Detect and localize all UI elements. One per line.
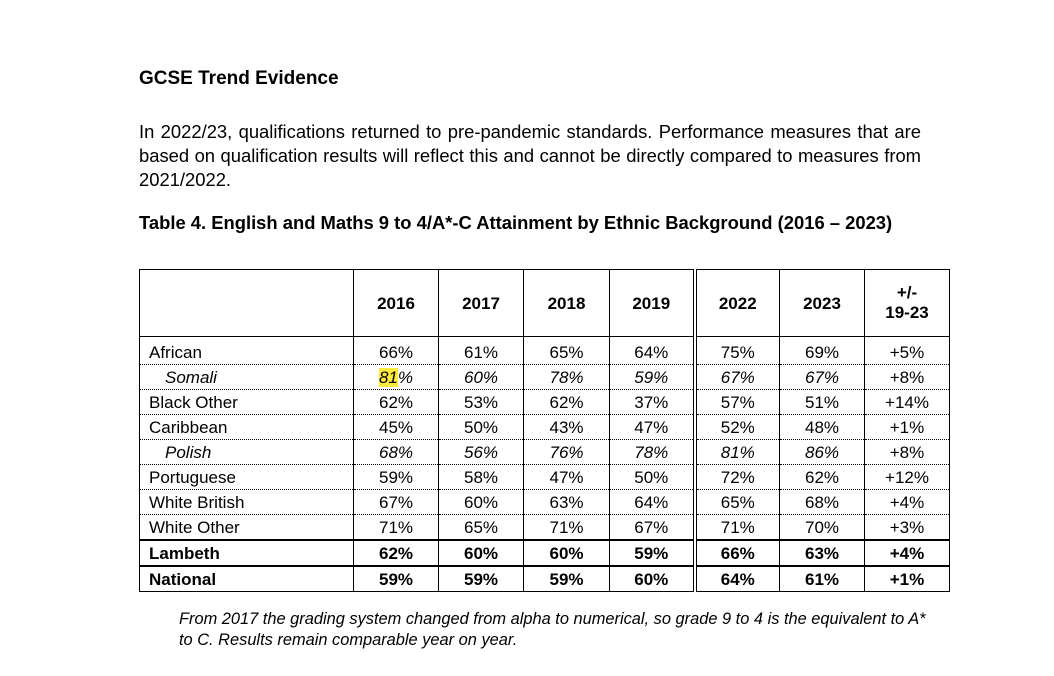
cell-2023: 51%: [780, 390, 865, 415]
cell-2019: 59%: [610, 540, 695, 566]
header-2016: 2016: [354, 270, 439, 337]
cell-2018: 60%: [524, 540, 610, 566]
cell-change: +1%: [865, 566, 950, 592]
cell-2023: 61%: [780, 566, 865, 592]
table-row: [140, 515, 950, 541]
cell-2023: 62%: [780, 465, 865, 490]
header-blank: [140, 270, 354, 337]
row-name: Polish: [140, 440, 354, 465]
cell-2016: 62%: [354, 540, 439, 566]
cell-2018: 62%: [524, 390, 610, 415]
cell-change: +12%: [865, 465, 950, 490]
cell-2019: 78%: [610, 440, 695, 465]
cell-2022: 75%: [695, 337, 780, 365]
highlighted-value: 81: [378, 367, 398, 387]
cell-2022: 65%: [695, 490, 780, 515]
cell-2018: 59%: [524, 566, 610, 592]
table-row: [140, 365, 950, 390]
cell-2019: 60%: [610, 566, 695, 592]
cell-2018: 65%: [524, 337, 610, 365]
cell-2019: 37%: [610, 390, 695, 415]
row-name: Caribbean: [140, 415, 354, 440]
row-name: Black Other: [140, 390, 354, 415]
cell-change: +8%: [865, 440, 950, 465]
cell-2017: 53%: [439, 390, 524, 415]
cell-2022: 81%: [695, 440, 780, 465]
cell-2018: 78%: [524, 365, 610, 390]
cell-2019: 64%: [610, 337, 695, 365]
intro-paragraph: In 2022/23, qualifications returned to pre-pandemic standards. Performance measures that are based on qualification results will reflect this and cannot be directly compared to measures from 2021/2022.: [139, 121, 921, 190]
table-row: [140, 465, 950, 490]
cell-change: +5%: [865, 337, 950, 365]
cell-2019: 50%: [610, 465, 695, 490]
cell-change: +3%: [865, 515, 950, 541]
table-row: [140, 440, 950, 465]
header-2018: 2018: [524, 270, 610, 337]
table-row: [140, 490, 950, 515]
cell-2017: 61%: [439, 337, 524, 365]
cell-2018: 71%: [524, 515, 610, 541]
header-2023: 2023: [780, 270, 865, 337]
header-2022: 2022: [695, 270, 780, 337]
table-row-national: [140, 566, 950, 592]
header-change-line1: +/-: [896, 283, 918, 302]
cell-2023: 63%: [780, 540, 865, 566]
row-name: White Other: [140, 515, 354, 541]
cell-change: +14%: [865, 390, 950, 415]
cell-2016: 45%: [354, 415, 439, 440]
cell-2023: 48%: [780, 415, 865, 440]
cell-2017: 58%: [439, 465, 524, 490]
cell-change: +8%: [865, 365, 950, 390]
cell-2023: 70%: [780, 515, 865, 541]
page-heading: GCSE Trend Evidence: [139, 68, 339, 89]
cell-2018: 47%: [524, 465, 610, 490]
row-name: National: [140, 566, 354, 592]
row-name: Somali: [140, 365, 354, 390]
cell-2018: 43%: [524, 415, 610, 440]
cell-change: +1%: [865, 415, 950, 440]
header-change-line2: 19-23: [885, 303, 929, 322]
table-row: [140, 337, 950, 365]
cell-2016: 62%: [354, 390, 439, 415]
cell-2022: 66%: [695, 540, 780, 566]
row-name: African: [140, 337, 354, 365]
cell-2019: 59%: [610, 365, 695, 390]
header-2019: 2019: [610, 270, 695, 337]
cell-2017: 56%: [439, 440, 524, 465]
header-2017: 2017: [439, 270, 524, 337]
cell-2019: 64%: [610, 490, 695, 515]
highlighted-value-suffix: %: [397, 367, 414, 387]
cell-2016: 66%: [354, 337, 439, 365]
cell-2022: 71%: [695, 515, 780, 541]
attainment-table: [139, 269, 950, 592]
row-name: Portuguese: [140, 465, 354, 490]
row-name: Lambeth: [140, 540, 354, 566]
cell-2016: 71%: [354, 515, 439, 541]
cell-2023: 69%: [780, 337, 865, 365]
cell-2016: 59%: [354, 566, 439, 592]
table-row-lambeth: [140, 540, 950, 566]
cell-2017: 60%: [439, 365, 524, 390]
cell-2016: 68%: [354, 440, 439, 465]
cell-2018: 76%: [524, 440, 610, 465]
cell-2016: 59%: [354, 465, 439, 490]
cell-2022: 64%: [695, 566, 780, 592]
cell-2019: 67%: [610, 515, 695, 541]
table-row: [140, 415, 950, 440]
cell-change: +4%: [865, 540, 950, 566]
table-footnote: From 2017 the grading system changed from alpha to numerical, so grade 9 to 4 is the equivalent to A* to C. Results remain comparable year on year.: [179, 610, 926, 649]
cell-2018: 63%: [524, 490, 610, 515]
cell-2016: 67%: [354, 490, 439, 515]
table-header-row: [140, 270, 950, 337]
cell-2016: [354, 365, 439, 390]
cell-2017: 59%: [439, 566, 524, 592]
row-name: White British: [140, 490, 354, 515]
cell-2022: 72%: [695, 465, 780, 490]
table-caption: Table 4. English and Maths 9 to 4/A*-C Attainment by Ethnic Background (2016 – 2023): [139, 212, 893, 233]
cell-2017: 60%: [439, 540, 524, 566]
cell-2023: 86%: [780, 440, 865, 465]
table-row: [140, 390, 950, 415]
cell-2022: 52%: [695, 415, 780, 440]
cell-2022: 57%: [695, 390, 780, 415]
header-change: [865, 270, 950, 337]
cell-2019: 47%: [610, 415, 695, 440]
cell-2023: 67%: [780, 365, 865, 390]
cell-2022: 67%: [695, 365, 780, 390]
cell-2017: 65%: [439, 515, 524, 541]
cell-2017: 50%: [439, 415, 524, 440]
cell-change: +4%: [865, 490, 950, 515]
cell-2017: 60%: [439, 490, 524, 515]
cell-2023: 68%: [780, 490, 865, 515]
